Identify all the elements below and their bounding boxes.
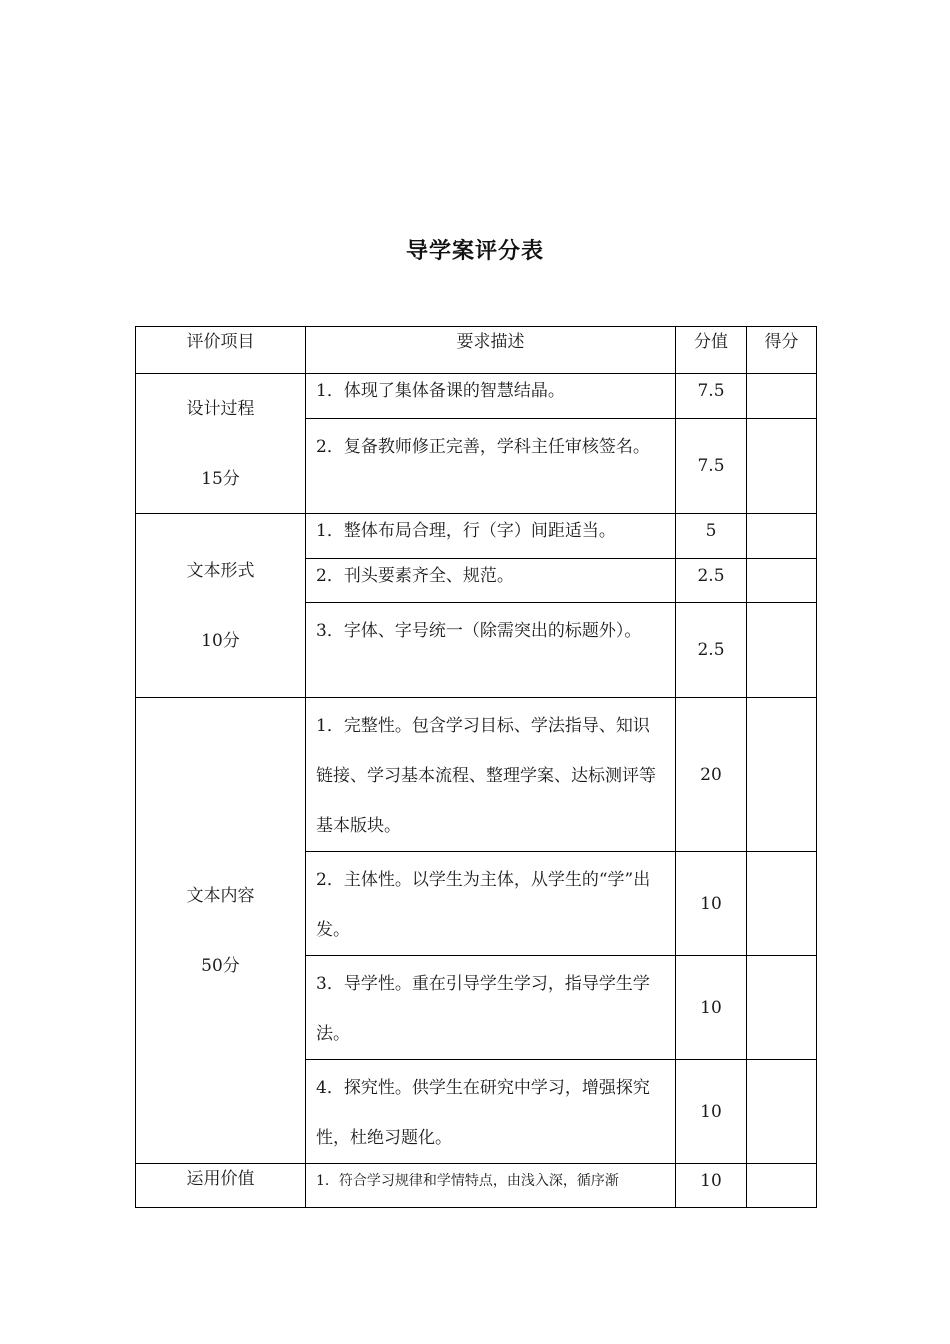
category-points: 10分 bbox=[201, 630, 240, 651]
value-cell: 20 bbox=[676, 698, 747, 852]
table-row bbox=[136, 698, 817, 852]
score-cell[interactable] bbox=[747, 1060, 817, 1164]
value-cell: 2.5 bbox=[676, 559, 747, 603]
score-table bbox=[135, 326, 817, 1208]
value-cell: 10 bbox=[676, 1060, 747, 1164]
category-points: 15分 bbox=[201, 468, 240, 489]
score-cell[interactable] bbox=[747, 698, 817, 852]
category-name: 设计过程 bbox=[186, 398, 255, 419]
value-cell: 10 bbox=[676, 852, 747, 956]
value-cell: 2.5 bbox=[676, 603, 747, 698]
requirement-desc: 4．探究性。供学生在研究中学习，增强探究性，杜绝习题化。 bbox=[306, 1060, 676, 1164]
score-cell[interactable] bbox=[747, 603, 817, 698]
category-cell bbox=[136, 374, 306, 514]
requirement-desc: 3．字体、字号统一（除需突出的标题外）。 bbox=[306, 603, 676, 698]
category-cell bbox=[136, 514, 306, 698]
requirement-desc: 3．导学性。重在引导学生学习，指导学生学法。 bbox=[306, 956, 676, 1060]
value-cell: 7.5 bbox=[676, 419, 747, 514]
value-cell: 7.5 bbox=[676, 374, 747, 419]
score-cell[interactable] bbox=[747, 956, 817, 1060]
table-row bbox=[136, 374, 817, 419]
table-row bbox=[136, 514, 817, 559]
category-cell bbox=[136, 698, 306, 1164]
category-name: 运用价值 bbox=[136, 1164, 306, 1208]
requirement-desc: 1．符合学习规律和学情特点，由浅入深，循序渐 bbox=[306, 1164, 676, 1208]
category-points: 50分 bbox=[201, 955, 240, 976]
header-row bbox=[136, 327, 817, 374]
header-item: 评价项目 bbox=[136, 327, 306, 374]
requirement-desc: 2．刊头要素齐全、规范。 bbox=[306, 559, 676, 603]
category-name: 文本内容 bbox=[186, 885, 255, 906]
value-cell: 10 bbox=[676, 956, 747, 1060]
header-desc: 要求描述 bbox=[306, 327, 676, 374]
requirement-desc: 2．主体性。以学生为主体，从学生的“学”出发。 bbox=[306, 852, 676, 956]
score-cell[interactable] bbox=[747, 514, 817, 559]
requirement-desc: 1．整体布局合理，行（字）间距适当。 bbox=[306, 514, 676, 559]
score-cell[interactable] bbox=[747, 419, 817, 514]
header-score: 得分 bbox=[747, 327, 817, 374]
page-title: 导学案评分表 bbox=[405, 239, 544, 264]
requirement-desc: 1．完整性。包含学习目标、学法指导、知识链接、学习基本流程、整理学案、达标测评等基本版块。 bbox=[306, 698, 676, 852]
table-row bbox=[136, 1164, 817, 1208]
score-cell[interactable] bbox=[747, 1164, 817, 1208]
score-cell[interactable] bbox=[747, 374, 817, 419]
requirement-desc: 2．复备教师修正完善，学科主任审核签名。 bbox=[306, 419, 676, 514]
value-cell: 10 bbox=[676, 1164, 747, 1208]
score-cell[interactable] bbox=[747, 559, 817, 603]
requirement-desc: 1．体现了集体备课的智慧结晶。 bbox=[306, 374, 676, 419]
header-value: 分值 bbox=[676, 327, 747, 374]
score-cell[interactable] bbox=[747, 852, 817, 956]
value-cell: 5 bbox=[676, 514, 747, 559]
category-name: 文本形式 bbox=[186, 560, 255, 581]
